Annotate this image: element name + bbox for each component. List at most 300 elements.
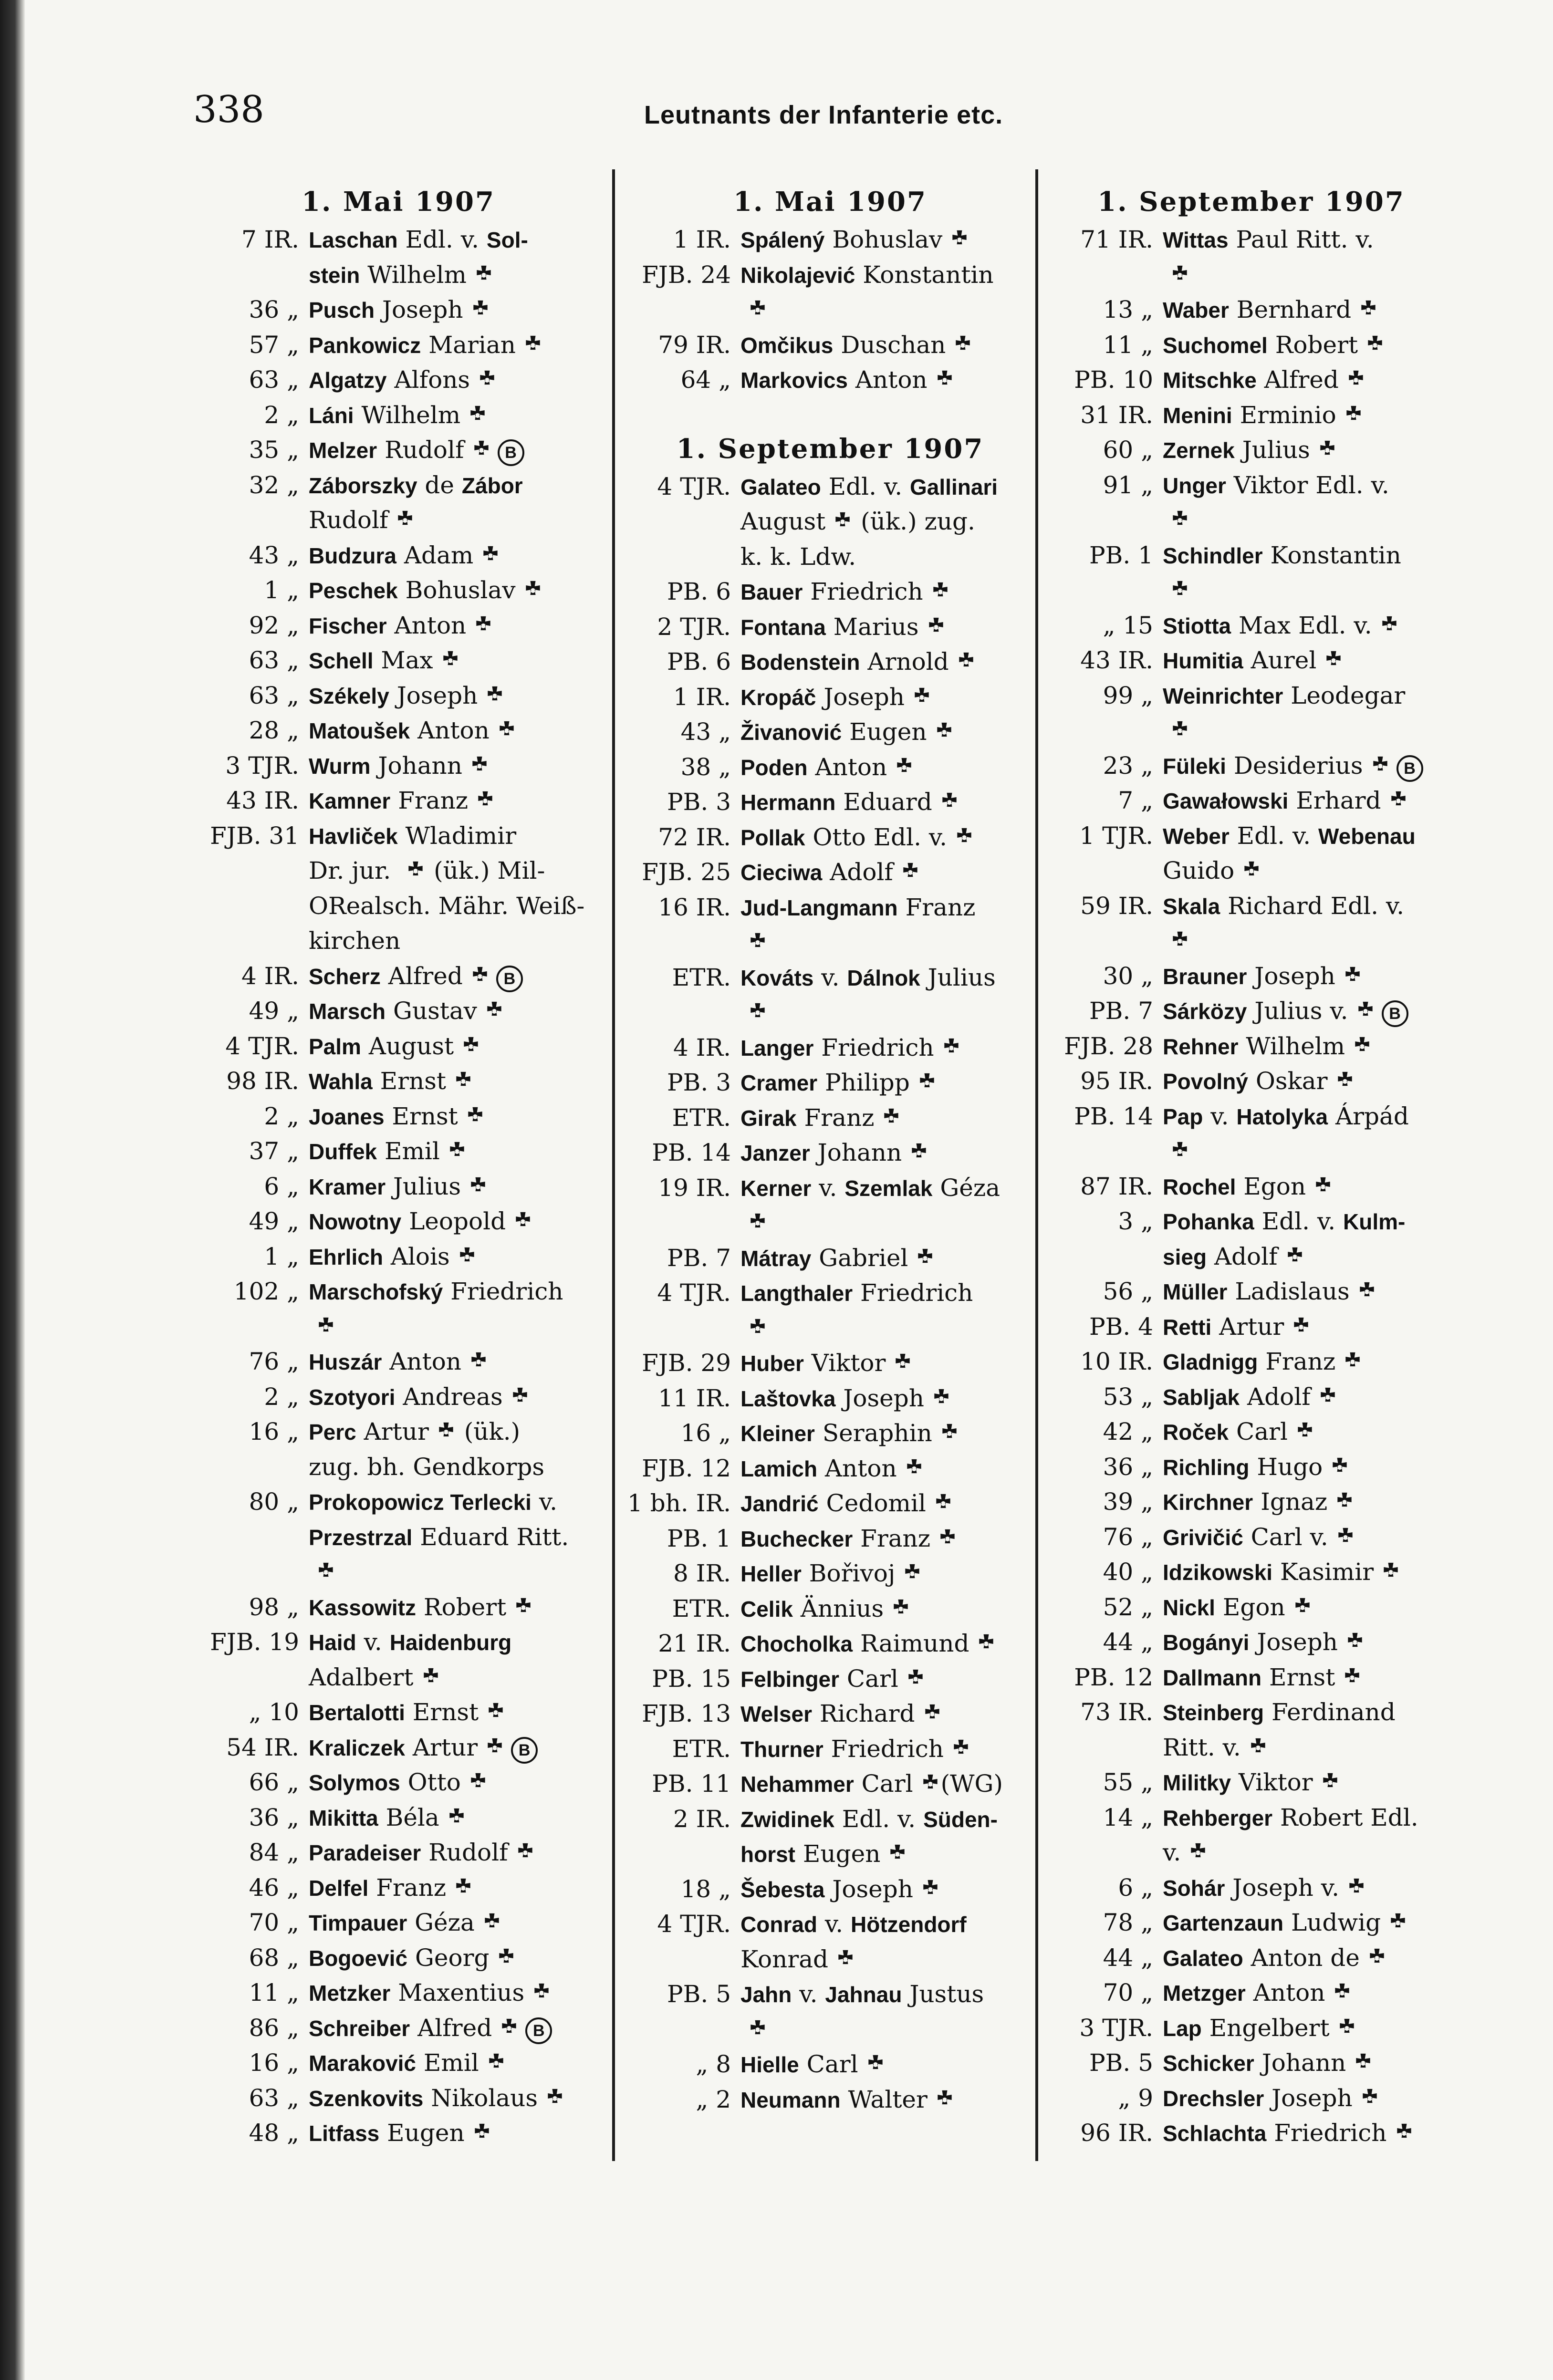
list-entry bbox=[1042, 468, 1460, 503]
military-merit-cross-icon bbox=[469, 966, 490, 987]
list-entry-continuation bbox=[620, 1311, 1040, 1346]
entry-text bbox=[1163, 328, 1460, 364]
list-entry bbox=[188, 1239, 608, 1275]
military-merit-cross-icon bbox=[1359, 2088, 1380, 2109]
surname: Cieciwa bbox=[740, 860, 823, 885]
entry-text bbox=[1163, 924, 1460, 959]
military-merit-cross-icon bbox=[1345, 1632, 1365, 1653]
entry-text bbox=[1163, 1871, 1460, 1906]
list-entry bbox=[620, 1977, 1040, 2012]
entry-text bbox=[309, 1029, 608, 1065]
list-entry-continuation bbox=[1042, 924, 1460, 959]
circled-b-icon: B bbox=[496, 966, 523, 992]
unit-label: 7 „ bbox=[1118, 787, 1153, 814]
unit-label: ETR. bbox=[672, 1103, 731, 1132]
unit-label: 4 TJR. bbox=[657, 472, 731, 500]
unit-label: 4 TJR. bbox=[657, 1910, 731, 1938]
list-entry bbox=[1042, 994, 1460, 1029]
entry-text bbox=[740, 610, 1040, 645]
surname: Nehammer bbox=[740, 1772, 854, 1797]
unit-label: „ 10 bbox=[249, 1698, 299, 1726]
surname: Omčikus bbox=[740, 333, 834, 358]
entry-text bbox=[740, 2012, 1040, 2047]
entry-text bbox=[309, 819, 608, 854]
unit-label: FJB. 25 bbox=[642, 858, 731, 886]
name-text: Friedrich bbox=[823, 1735, 944, 1763]
entry-text bbox=[740, 363, 1040, 398]
unit-label: 11 „ bbox=[1103, 331, 1153, 359]
surname: Chocholka bbox=[740, 1632, 853, 1656]
entry-text bbox=[740, 1556, 1040, 1592]
unit-label: 2 IR. bbox=[673, 1805, 731, 1833]
list-entry bbox=[1042, 1800, 1460, 1836]
military-merit-cross-icon bbox=[1336, 2018, 1357, 2039]
circled-b-icon: B bbox=[1382, 1000, 1408, 1027]
list-entry bbox=[188, 1695, 608, 1730]
military-merit-cross-icon bbox=[477, 370, 498, 391]
name-text: v. bbox=[817, 1910, 851, 1938]
list-entry bbox=[188, 2046, 608, 2081]
unit-label: 63 „ bbox=[249, 646, 299, 674]
surname: Richling bbox=[1163, 1455, 1250, 1480]
list-entry bbox=[1042, 1765, 1460, 1800]
name-text: Philipp bbox=[817, 1069, 910, 1096]
military-merit-cross-icon bbox=[447, 1141, 468, 1162]
entry-text bbox=[1163, 678, 1460, 714]
name-text: Carl v. bbox=[1243, 1523, 1328, 1551]
unit-label: 71 IR. bbox=[1080, 226, 1153, 253]
list-entry bbox=[188, 1905, 608, 1941]
surname: Marsch bbox=[309, 999, 386, 1024]
unit-label: FJB. 13 bbox=[642, 1700, 731, 1727]
surname: Jandrić bbox=[740, 1491, 819, 1516]
military-merit-cross-icon bbox=[1313, 1176, 1334, 1197]
unit-label: 16 „ bbox=[249, 1418, 299, 1445]
list-entry-continuation bbox=[1042, 1835, 1460, 1871]
list-entry bbox=[620, 1381, 1040, 1416]
list-entry bbox=[1042, 1941, 1460, 1976]
entry-text bbox=[740, 1696, 1040, 1732]
list-entry-continuation bbox=[620, 995, 1040, 1030]
entry-text bbox=[1163, 994, 1460, 1029]
name-text: Rudolf bbox=[377, 436, 464, 464]
unit-label: 38 „ bbox=[680, 753, 731, 781]
entry-text bbox=[309, 292, 608, 328]
name-text: Alfred bbox=[1256, 366, 1339, 394]
unit-label: 72 IR. bbox=[658, 823, 731, 851]
surname: Jud-Langmann bbox=[740, 895, 898, 920]
unit-label: 4 IR. bbox=[673, 1033, 731, 1061]
surname: Kirchner bbox=[1163, 1490, 1253, 1515]
surname: Litfass bbox=[309, 2121, 380, 2146]
name-text: Richard Edl. v. bbox=[1220, 892, 1405, 920]
surname: Gartenzaun bbox=[1163, 1911, 1284, 1935]
list-entry bbox=[1042, 748, 1460, 784]
military-merit-cross-icon bbox=[484, 686, 505, 707]
entry-text bbox=[309, 1660, 608, 1695]
military-merit-cross-icon bbox=[832, 511, 853, 532]
list-entry bbox=[620, 222, 1040, 258]
name-text: Carl bbox=[799, 2050, 858, 2078]
surname: Webenau bbox=[1318, 823, 1416, 849]
surname: Stiotta bbox=[1163, 613, 1231, 638]
name-text: Adolf bbox=[1207, 1242, 1278, 1270]
name-text: Rudolf bbox=[309, 506, 388, 534]
list-entry bbox=[1042, 433, 1460, 468]
military-merit-cross-icon bbox=[1188, 1842, 1209, 1863]
military-merit-cross-icon bbox=[1169, 1141, 1190, 1162]
military-merit-cross-icon bbox=[1352, 1036, 1373, 1057]
list-entry bbox=[188, 2081, 608, 2116]
entry-text bbox=[1163, 1975, 1460, 2011]
list-entry bbox=[620, 574, 1040, 610]
list-entry-continuation bbox=[188, 853, 608, 889]
entry-text bbox=[740, 855, 1040, 891]
unit-label: 4 TJR. bbox=[225, 1032, 299, 1060]
surname: Pankowicz bbox=[309, 333, 421, 358]
entry-text bbox=[309, 2046, 608, 2081]
entry-text bbox=[740, 540, 1040, 575]
military-merit-cross-icon bbox=[881, 1108, 902, 1129]
entry-text bbox=[309, 1134, 608, 1170]
column-2 bbox=[620, 181, 1040, 2117]
entry-text bbox=[740, 1241, 1040, 1277]
list-entry-continuation bbox=[1042, 503, 1460, 538]
name-text: Anton bbox=[807, 753, 887, 781]
list-entry bbox=[1042, 1590, 1460, 1625]
list-entry bbox=[188, 1941, 608, 1976]
surname: Janzer bbox=[740, 1141, 810, 1165]
name-text: Franz bbox=[796, 1103, 875, 1132]
entry-text bbox=[740, 1662, 1040, 1697]
list-entry bbox=[620, 610, 1040, 645]
list-entry bbox=[1042, 1695, 1460, 1730]
name-text: Artur bbox=[1211, 1312, 1284, 1341]
military-merit-cross-icon bbox=[468, 1351, 489, 1372]
entry-text bbox=[309, 1380, 608, 1415]
surname: Thurner bbox=[740, 1736, 823, 1762]
military-merit-cross-icon bbox=[1329, 1457, 1350, 1478]
list-entry bbox=[620, 1626, 1040, 1662]
military-merit-cross-icon bbox=[952, 335, 973, 356]
surname: Hermann bbox=[740, 790, 836, 815]
unit-label: 4 TJR. bbox=[657, 1279, 731, 1307]
name-text: Viktor bbox=[1231, 1768, 1313, 1796]
name-text: Anton de bbox=[1243, 1943, 1360, 1972]
list-entry bbox=[188, 1485, 608, 1520]
entry-text bbox=[309, 398, 608, 434]
name-text: Alfred bbox=[410, 2014, 492, 2042]
military-merit-cross-icon bbox=[468, 1176, 489, 1197]
entry-text bbox=[740, 1767, 1040, 1802]
entry-text bbox=[1163, 889, 1460, 925]
entry-text bbox=[309, 468, 608, 504]
name-text: Julius v. bbox=[1247, 997, 1348, 1025]
military-merit-cross-icon bbox=[1334, 1492, 1355, 1513]
name-text: Eduard Ritt. bbox=[412, 1523, 569, 1551]
surname: Huber bbox=[740, 1351, 804, 1376]
name-text: de bbox=[417, 471, 462, 499]
military-merit-cross-icon bbox=[904, 1458, 925, 1479]
entry-text bbox=[1163, 1169, 1460, 1205]
surname: Šebesta bbox=[740, 1877, 825, 1902]
entry-text bbox=[740, 1451, 1040, 1487]
unit-label: PB. 6 bbox=[667, 648, 731, 676]
list-entry-continuation bbox=[188, 1520, 608, 1555]
name-text: Joseph bbox=[1249, 1628, 1338, 1656]
name-text: Robert bbox=[416, 1593, 507, 1621]
unit-label: 7 IR. bbox=[241, 226, 299, 253]
circled-b-icon: B bbox=[525, 2017, 552, 2044]
entry-text bbox=[1163, 1380, 1460, 1415]
list-entry bbox=[1042, 1905, 1460, 1941]
list-entry bbox=[188, 468, 608, 503]
entry-text bbox=[309, 1765, 608, 1801]
surname: Unger bbox=[1163, 473, 1226, 498]
military-merit-cross-icon bbox=[1335, 1527, 1356, 1548]
surname: Nowotny bbox=[309, 1209, 402, 1234]
list-entry bbox=[620, 820, 1040, 855]
surname: Melzer bbox=[309, 438, 377, 463]
unit-label: 6 „ bbox=[264, 1172, 299, 1200]
list-entry-continuation bbox=[620, 1206, 1040, 1241]
circled-b-icon: B bbox=[498, 439, 524, 466]
entry-text bbox=[1163, 2046, 1460, 2081]
name-text: Adolf bbox=[1240, 1382, 1311, 1411]
surname: Bertalotti bbox=[309, 1700, 405, 1725]
surname: Dálnok bbox=[847, 965, 920, 990]
entry-text bbox=[1163, 783, 1460, 819]
list-entry bbox=[1042, 1414, 1460, 1450]
surname: Wittas bbox=[1163, 228, 1229, 252]
unit-label: PB. 1 bbox=[667, 1524, 731, 1552]
military-merit-cross-icon bbox=[1342, 1351, 1363, 1372]
list-entry bbox=[1042, 959, 1460, 994]
unit-label: 66 „ bbox=[249, 1768, 299, 1796]
name-text: Dr. jur. bbox=[309, 857, 399, 884]
military-merit-cross-icon bbox=[496, 1948, 517, 1969]
unit-label: 6 „ bbox=[1118, 1873, 1153, 1902]
entry-text bbox=[309, 1520, 608, 1556]
section-heading: 1. Mai 1907 bbox=[733, 186, 927, 218]
list-entry bbox=[1042, 1660, 1460, 1695]
military-merit-cross-icon bbox=[937, 1528, 958, 1549]
entry-text bbox=[1163, 608, 1460, 644]
surname: Scherz bbox=[309, 964, 381, 989]
list-entry bbox=[1042, 363, 1460, 398]
military-merit-cross-icon bbox=[522, 580, 543, 601]
name-text: Duschan bbox=[833, 331, 946, 359]
surname: Militky bbox=[1163, 1770, 1231, 1795]
name-text: Seraphin bbox=[814, 1419, 932, 1447]
name-text: Anton bbox=[382, 1348, 461, 1375]
entry-text bbox=[740, 1872, 1040, 1908]
entry-text bbox=[309, 1310, 608, 1345]
list-entry bbox=[1042, 1344, 1460, 1380]
unit-label: 35 „ bbox=[249, 436, 299, 464]
entry-text bbox=[309, 1099, 608, 1135]
entry-text bbox=[309, 1695, 608, 1731]
name-text: Carl bbox=[854, 1770, 913, 1798]
unit-label: 78 „ bbox=[1103, 1909, 1153, 1936]
military-merit-cross-icon bbox=[835, 1949, 856, 1970]
name-text: Erminio bbox=[1232, 401, 1336, 429]
name-text: Paul Ritt. v. bbox=[1228, 226, 1374, 253]
name-text: Egon bbox=[1215, 1593, 1285, 1621]
entry-text bbox=[309, 748, 608, 784]
unit-label: 43 „ bbox=[680, 718, 731, 746]
unit-label: 39 „ bbox=[1103, 1488, 1153, 1516]
list-entry bbox=[1042, 2011, 1460, 2046]
name-text: Eugen bbox=[379, 2119, 465, 2147]
name-text: Max bbox=[373, 646, 433, 674]
surname: Felbinger bbox=[740, 1666, 840, 1692]
military-merit-cross-icon bbox=[1343, 405, 1364, 426]
name-text: Robert Edl. bbox=[1272, 1803, 1418, 1831]
list-entry bbox=[1042, 1450, 1460, 1485]
entry-text bbox=[1163, 503, 1460, 538]
surname: Sohár bbox=[1163, 1875, 1225, 1901]
entry-text bbox=[1163, 1239, 1460, 1275]
list-entry-continuation bbox=[188, 258, 608, 293]
name-text: Otto Edl. v. bbox=[805, 823, 948, 851]
military-merit-cross-icon bbox=[1248, 1737, 1269, 1758]
name-text: Richard bbox=[812, 1700, 915, 1727]
page-number: 338 bbox=[193, 88, 264, 131]
name-text: Joseph bbox=[1264, 2084, 1353, 2112]
military-merit-cross-icon bbox=[446, 1808, 467, 1829]
military-merit-cross-icon bbox=[1379, 615, 1400, 636]
unit-label: 60 „ bbox=[1103, 436, 1153, 464]
name-text: Franz bbox=[1258, 1348, 1336, 1375]
military-merit-cross-icon bbox=[1294, 1422, 1315, 1443]
surname: Kassowitz bbox=[309, 1595, 416, 1620]
list-entry bbox=[188, 2011, 608, 2046]
surname: Gawałowski bbox=[1163, 789, 1289, 813]
surname: Weinrichter bbox=[1163, 683, 1283, 708]
surname: Perc bbox=[309, 1420, 356, 1445]
entry-text bbox=[1163, 2011, 1460, 2047]
surname: Kerner bbox=[740, 1175, 812, 1201]
list-entry bbox=[1042, 1485, 1460, 1520]
scan-edge bbox=[0, 0, 25, 2380]
surname: Poden bbox=[740, 755, 808, 780]
military-merit-cross-icon bbox=[544, 2088, 565, 2109]
list-entry bbox=[188, 538, 608, 573]
military-merit-cross-icon bbox=[1345, 370, 1366, 391]
surname: Metzger bbox=[1163, 1981, 1246, 2006]
entry-text bbox=[309, 1204, 608, 1240]
entry-text bbox=[740, 574, 1040, 610]
name-text: Hugo bbox=[1249, 1453, 1323, 1481]
name-text: kirchen bbox=[309, 927, 401, 955]
list-entry bbox=[620, 1732, 1040, 1767]
military-merit-cross-icon bbox=[931, 1388, 952, 1409]
unit-label: 1 bh. IR. bbox=[627, 1489, 731, 1517]
military-merit-cross-icon bbox=[900, 862, 921, 883]
unit-label: PB. 3 bbox=[667, 1069, 731, 1096]
unit-label: 11 IR. bbox=[658, 1384, 731, 1412]
military-merit-cross-icon bbox=[950, 1739, 971, 1760]
unit-label: 86 „ bbox=[249, 2014, 299, 2042]
military-merit-cross-icon bbox=[1291, 1317, 1312, 1338]
unit-label: FJB. 29 bbox=[642, 1349, 731, 1377]
military-merit-cross-icon bbox=[515, 1842, 536, 1863]
entry-text bbox=[309, 1239, 608, 1275]
name-text: Andreas bbox=[395, 1382, 503, 1411]
entry-text bbox=[1163, 433, 1460, 468]
surname: Weber bbox=[1163, 823, 1230, 849]
unit-label: 98 IR. bbox=[226, 1067, 299, 1095]
entry-text bbox=[740, 1416, 1040, 1452]
unit-label: 49 „ bbox=[249, 997, 299, 1025]
entry-text bbox=[1163, 1310, 1460, 1345]
unit-label: PB. 4 bbox=[1089, 1312, 1153, 1341]
unit-label: 49 „ bbox=[249, 1207, 299, 1235]
name-text: Johann bbox=[810, 1139, 902, 1166]
unit-label: 43 IR. bbox=[226, 787, 299, 814]
unit-label: 98 „ bbox=[249, 1593, 299, 1621]
unit-label: 36 „ bbox=[249, 296, 299, 323]
entry-text bbox=[740, 504, 1040, 540]
name-text: Edl. v. bbox=[397, 226, 487, 253]
surname: Welser bbox=[740, 1702, 813, 1726]
name-text: Julius bbox=[386, 1172, 461, 1200]
military-merit-cross-icon bbox=[1169, 580, 1190, 601]
name-text: Joseph v. bbox=[1225, 1873, 1339, 1902]
surname: Pollak bbox=[740, 825, 805, 850]
entry-text bbox=[740, 1732, 1040, 1767]
surname: Suchomel bbox=[1163, 333, 1268, 358]
surname: Fontana bbox=[740, 614, 826, 640]
name-text: Johann bbox=[1254, 2049, 1346, 2077]
surname: Conrad bbox=[740, 1912, 817, 1937]
name-text: v. bbox=[1203, 1102, 1237, 1130]
military-merit-cross-icon bbox=[1388, 790, 1409, 811]
entry-text bbox=[309, 959, 608, 995]
surname: Zernek bbox=[1163, 438, 1235, 463]
military-merit-cross-icon bbox=[1169, 510, 1190, 531]
list-entry bbox=[1042, 2081, 1460, 2116]
unit-label: 11 „ bbox=[249, 1979, 299, 2006]
list-entry bbox=[620, 785, 1040, 820]
military-merit-cross-icon bbox=[747, 932, 768, 953]
list-entry bbox=[188, 363, 608, 398]
entry-text bbox=[309, 853, 608, 889]
list-entry bbox=[188, 1380, 608, 1415]
entry-text bbox=[1163, 853, 1460, 889]
military-merit-cross-icon bbox=[890, 1599, 911, 1620]
entry-text bbox=[1163, 748, 1460, 784]
name-text: Johann bbox=[370, 751, 462, 779]
entry-text bbox=[740, 715, 1040, 750]
entry-text bbox=[1163, 468, 1460, 504]
list-entry bbox=[620, 1241, 1040, 1276]
military-merit-cross-icon bbox=[315, 1562, 336, 1583]
list-entry bbox=[188, 1274, 608, 1310]
entry-text bbox=[1163, 363, 1460, 398]
list-entry bbox=[1042, 1204, 1460, 1239]
entry-text bbox=[309, 2081, 608, 2117]
unit-label: 52 „ bbox=[1103, 1593, 1153, 1621]
surname: Spálený bbox=[740, 228, 825, 252]
entry-text bbox=[740, 1907, 1040, 1943]
list-entry-continuation bbox=[1042, 1730, 1460, 1766]
name-text: Eugen bbox=[842, 718, 927, 746]
entry-text bbox=[309, 433, 608, 468]
surname: Povolný bbox=[1163, 1069, 1248, 1094]
military-merit-cross-icon bbox=[1353, 2053, 1374, 2074]
